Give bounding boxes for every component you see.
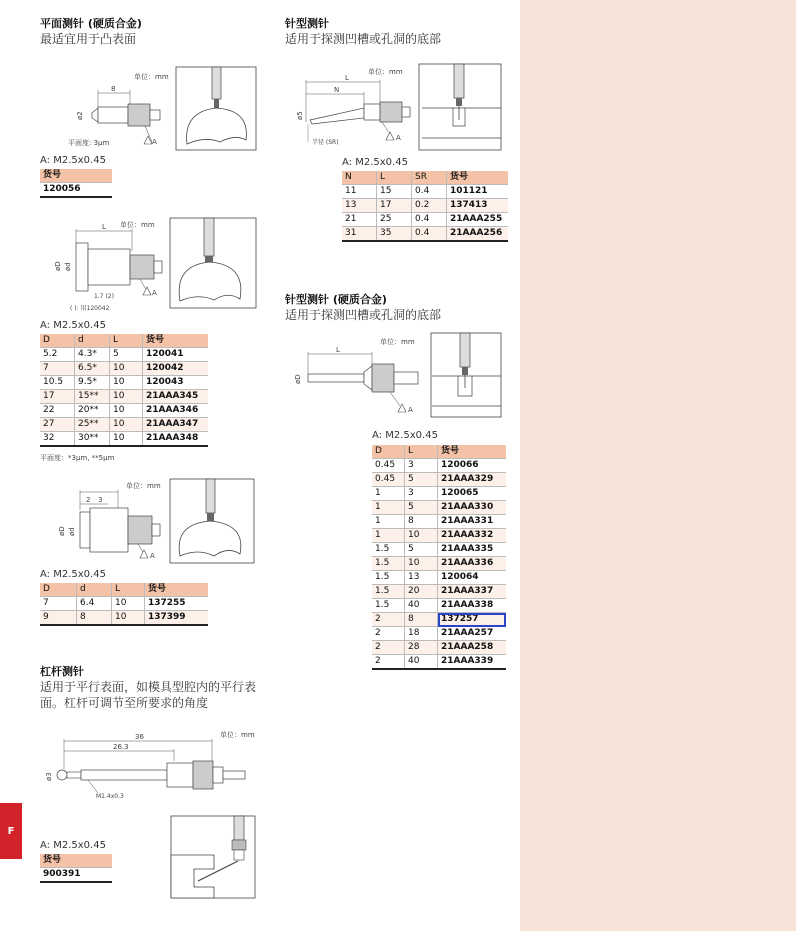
dim-L: L <box>336 346 340 354</box>
lever-stylus-drawing <box>40 727 260 805</box>
table-row <box>40 348 208 362</box>
table-row <box>40 597 208 611</box>
lever-stylus-title: 杠杆测针 <box>40 665 84 678</box>
table-row <box>372 585 506 599</box>
table-row <box>40 418 208 432</box>
table-cell: 9 <box>40 611 77 626</box>
table-flat-2 <box>40 334 208 447</box>
table-cell: 1 <box>372 515 405 529</box>
table-cell: 120066 <box>438 459 507 473</box>
table-cell: 35 <box>377 227 412 242</box>
table-row <box>372 501 506 515</box>
table-cell: 13 <box>342 199 377 213</box>
unit-label: 单位：mm <box>134 73 169 81</box>
flat-stylus-drawing-2 <box>40 215 260 315</box>
table-row <box>372 459 506 473</box>
table-cell: 21AAA335 <box>438 543 507 557</box>
label-a: A <box>408 406 413 414</box>
table-cell: 21AAA257 <box>438 627 507 641</box>
table-cell: 137399 <box>145 611 209 626</box>
table-row <box>372 655 506 670</box>
table-cell: 1 <box>372 501 405 515</box>
col-header-d: d <box>75 334 110 348</box>
table-cell: 7 <box>40 597 77 611</box>
col-header-N: N <box>342 171 377 185</box>
table-flat-3 <box>40 583 208 626</box>
table-row <box>40 362 208 376</box>
table-cell: 1.5 <box>372 599 405 613</box>
table-cell: 8 <box>405 613 438 627</box>
col-header-D: D <box>40 334 75 348</box>
table-cell: 0.45 <box>372 459 405 473</box>
needle-stylus-desc: 适用于探测凹槽或孔洞的底部 <box>285 32 442 46</box>
flatness-footnote: 平面度：*3μm, **5μm <box>40 454 115 462</box>
dim-d3: ø3 <box>45 772 53 781</box>
table-cell: 20 <box>405 585 438 599</box>
table-cell: 10 <box>110 390 143 404</box>
table-cell: 0.4 <box>412 213 447 227</box>
table-cell: 5 <box>405 501 438 515</box>
table-flat-1 <box>40 169 112 198</box>
table-cell: 21AAA256 <box>447 227 509 242</box>
table-row <box>40 404 208 418</box>
table-row <box>372 627 506 641</box>
table-row <box>342 227 508 242</box>
table-cell: 21AAA331 <box>438 515 507 529</box>
table-row <box>40 376 208 390</box>
dim-3: 3 <box>98 496 103 504</box>
table-cell: 10 <box>110 376 143 390</box>
table-needle-carbide <box>372 445 506 670</box>
table-cell: 21AAA345 <box>143 390 209 404</box>
table-cell: 31 <box>342 227 377 242</box>
lever-stylus-desc-2: 面。杠杆可调节至所要求的角度 <box>40 696 209 710</box>
table-cell: 2 <box>372 655 405 670</box>
thread-spec: M1.4x0.3 <box>96 793 124 800</box>
unit-label: 单位：mm <box>220 731 255 739</box>
table-cell: 25** <box>75 418 110 432</box>
table-cell: 40 <box>405 655 438 670</box>
table-cell: 6.4 <box>77 597 112 611</box>
dim-D: øD <box>54 261 62 271</box>
table-row <box>372 543 506 557</box>
table-cell: 11 <box>342 185 377 199</box>
table-row <box>372 557 506 571</box>
table-cell: 0.4 <box>412 185 447 199</box>
table-cell: 8 <box>405 515 438 529</box>
col-header-d: d <box>77 583 112 597</box>
table-cell: 1.5 <box>372 543 405 557</box>
unit-label: 单位：mm <box>120 221 155 229</box>
flat-stylus-title: 平面测针 (硬质合金) <box>40 17 142 30</box>
table-cell: 28 <box>405 641 438 655</box>
table-cell: 120065 <box>438 487 507 501</box>
table-cell: 10 <box>110 432 143 447</box>
unit-label: 单位：mm <box>368 68 403 76</box>
table-cell: 4.3* <box>75 348 110 362</box>
table-cell: 6.5* <box>75 362 110 376</box>
table-row-highlighted <box>372 613 506 627</box>
col-header-L: L <box>377 171 412 185</box>
table-cell: 2 <box>372 641 405 655</box>
table-cell: 10 <box>405 557 438 571</box>
table-cell: 40 <box>405 599 438 613</box>
flat-stylus-drawing-1 <box>40 64 260 156</box>
table-cell: 10.5 <box>40 376 75 390</box>
lever-stylus-desc-1: 适用于平行表面，如模具型腔内的平行表 <box>40 680 257 694</box>
dim-26-3: 26.3 <box>113 743 129 751</box>
table-row <box>40 611 208 626</box>
table-cell: 21AAA347 <box>143 418 209 432</box>
table-cell: 21 <box>342 213 377 227</box>
table-cell: 0.2 <box>412 199 447 213</box>
table-cell: 15 <box>377 185 412 199</box>
col-header-D: D <box>40 583 77 597</box>
table-row <box>40 432 208 447</box>
table-cell: 21AAA332 <box>438 529 507 543</box>
table-cell: 18 <box>405 627 438 641</box>
t5-spec: A: M2.5x0.45 <box>342 157 408 168</box>
table-cell: 2 <box>372 627 405 641</box>
t4-spec: A: M2.5x0.45 <box>40 840 106 851</box>
table-cell: 10 <box>110 418 143 432</box>
dim-L: L <box>102 223 106 231</box>
lever-stylus-usage-drawing <box>170 815 256 899</box>
dim-8: 8 <box>111 85 116 93</box>
table-cell: 32 <box>40 432 75 447</box>
t1-spec: A: M2.5x0.45 <box>40 155 106 166</box>
table-row <box>342 199 508 213</box>
table-cell: 0.4 <box>412 227 447 242</box>
dim-d5: ø5 <box>296 111 304 120</box>
table-cell: 1.5 <box>372 557 405 571</box>
table-cell: 21AAA348 <box>143 432 209 447</box>
table-cell: 120042 <box>143 362 209 376</box>
table-cell: 120041 <box>143 348 209 362</box>
table-row <box>372 599 506 613</box>
table-cell: 137255 <box>145 597 209 611</box>
table-cell: 10 <box>112 597 145 611</box>
col-header-part-no: 货号 <box>447 171 509 185</box>
table-cell: 21AAA329 <box>438 473 507 487</box>
paren-note: ( ): 用120042 <box>70 305 110 312</box>
dim-L: L <box>345 74 349 82</box>
table-cell: 13 <box>405 571 438 585</box>
table-row <box>372 529 506 543</box>
table-needle <box>342 171 508 242</box>
table-cell: 101121 <box>447 185 509 199</box>
table-cell: 20** <box>75 404 110 418</box>
table-cell: 25 <box>377 213 412 227</box>
needle-carbide-desc: 适用于探测凹槽或孔洞的底部 <box>285 308 442 322</box>
table-cell: 21AAA255 <box>447 213 509 227</box>
needle-carbide-drawing <box>290 332 505 420</box>
table-cell: 15** <box>75 390 110 404</box>
table-cell: 21AAA339 <box>438 655 507 670</box>
table-cell: 22 <box>40 404 75 418</box>
table-cell: 5 <box>405 473 438 487</box>
col-header-L: L <box>405 445 438 459</box>
dim-d: ød <box>64 262 72 271</box>
dim-36: 36 <box>135 733 144 741</box>
table-cell: 5 <box>110 348 143 362</box>
table-row <box>342 213 508 227</box>
table-cell: 21AAA337 <box>438 585 507 599</box>
table-cell: 1.5 <box>372 585 405 599</box>
table-cell: 1.5 <box>372 571 405 585</box>
section-tab-f[interactable]: F <box>0 803 22 859</box>
dim-N: N <box>334 86 340 94</box>
table-row <box>372 571 506 585</box>
dim-1-7: 1.7 (2) <box>94 293 114 300</box>
table-cell: 2 <box>372 613 405 627</box>
table-cell: 17 <box>40 390 75 404</box>
highlighted-part-no[interactable]: 137257 <box>438 613 507 627</box>
dim-d2: ø2 <box>76 111 84 120</box>
needle-carbide-title: 针型测针 (硬质合金) <box>285 293 387 306</box>
dim-2: 2 <box>86 496 91 504</box>
t6-spec: A: M2.5x0.45 <box>372 430 438 441</box>
dim-d: ød <box>68 527 76 536</box>
table-lever <box>40 854 112 883</box>
col-header-D: D <box>372 445 405 459</box>
table-cell: 21AAA258 <box>438 641 507 655</box>
table-cell: 10 <box>405 529 438 543</box>
dim-D: øD <box>294 374 302 384</box>
table-cell: 0.45 <box>372 473 405 487</box>
needle-stylus-drawing <box>290 62 505 154</box>
table-row <box>372 515 506 529</box>
table-cell: 120064 <box>438 571 507 585</box>
col-header-part-no: 货号 <box>438 445 507 459</box>
table-cell: 1 <box>372 487 405 501</box>
table-cell: 8 <box>77 611 112 626</box>
unit-label: 单位：mm <box>126 482 161 490</box>
label-a: A <box>150 552 155 560</box>
table-row <box>342 185 508 199</box>
table-row <box>372 473 506 487</box>
t3-spec: A: M2.5x0.45 <box>40 569 106 580</box>
col-header-part-no: 货号 <box>40 169 112 183</box>
table-cell: 137413 <box>447 199 509 213</box>
table-cell: 10 <box>112 611 145 626</box>
label-a: A <box>152 138 157 146</box>
dim-D: øD <box>58 526 66 536</box>
col-header-part-no: 货号 <box>40 854 112 868</box>
table-cell: 120056 <box>40 183 112 198</box>
flat-stylus-desc: 最适宜用于凸表面 <box>40 32 137 46</box>
flat-stylus-drawing-3 <box>40 476 260 566</box>
table-cell: 5 <box>405 543 438 557</box>
needle-stylus-title: 针型测针 <box>285 17 329 30</box>
flatness-note: 平面度: 3μm <box>68 139 110 147</box>
t2-spec: A: M2.5x0.45 <box>40 320 106 331</box>
label-a: A <box>152 289 157 297</box>
table-cell: 27 <box>40 418 75 432</box>
table-cell: 5.2 <box>40 348 75 362</box>
table-cell: 10 <box>110 404 143 418</box>
col-header-part-no: 货号 <box>143 334 209 348</box>
table-cell: 1 <box>372 529 405 543</box>
table-cell: 21AAA338 <box>438 599 507 613</box>
radius-label: 半径 (SR) <box>312 139 339 146</box>
right-margin-panel <box>520 0 796 931</box>
table-cell: 21AAA346 <box>143 404 209 418</box>
table-cell: 3 <box>405 459 438 473</box>
col-header-L: L <box>110 334 143 348</box>
unit-label: 单位：mm <box>380 338 415 346</box>
table-cell: 17 <box>377 199 412 213</box>
table-cell: 120043 <box>143 376 209 390</box>
label-a: A <box>396 134 401 142</box>
table-row <box>372 641 506 655</box>
col-header-L: L <box>112 583 145 597</box>
table-cell: 3 <box>405 487 438 501</box>
table-row <box>40 390 208 404</box>
table-cell: 10 <box>110 362 143 376</box>
table-cell: 30** <box>75 432 110 447</box>
col-header-part-no: 货号 <box>145 583 209 597</box>
table-cell: 900391 <box>40 868 112 883</box>
col-header-SR: SR <box>412 171 447 185</box>
table-row <box>372 487 506 501</box>
table-cell: 21AAA330 <box>438 501 507 515</box>
table-cell: 7 <box>40 362 75 376</box>
table-cell: 21AAA336 <box>438 557 507 571</box>
table-cell: 9.5* <box>75 376 110 390</box>
